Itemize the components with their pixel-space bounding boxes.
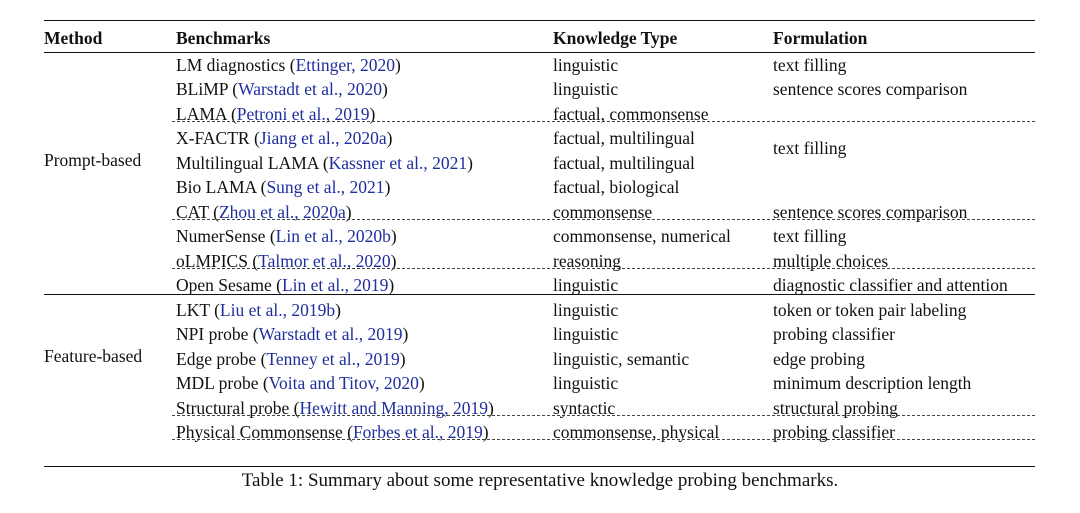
citation-link[interactable]: Sung et al., 2021 — [266, 177, 385, 197]
citation-link[interactable]: Lin et al., 2020b — [275, 226, 391, 246]
benchmark-cell — [176, 126, 392, 150]
close-paren: ) — [386, 128, 393, 148]
open-paren: ( — [248, 324, 259, 344]
citation-link[interactable]: Kassner et al., 2021 — [328, 152, 468, 173]
header-knowledge-type: Knowledge Type — [553, 28, 678, 48]
open-paren: ( — [208, 201, 219, 222]
header-formulation: Formulation — [773, 28, 868, 48]
knowledge-type-cell: factual, multilingual — [553, 152, 695, 173]
formulation-cell: probing classifier — [773, 422, 895, 442]
knowledge-type-cell: linguistic — [553, 324, 619, 344]
close-paren: ) — [467, 152, 473, 173]
row-separator — [172, 268, 1035, 269]
formulation-cell: edge probing — [773, 348, 865, 369]
benchmark-name: Structural probe — [176, 397, 290, 418]
benchmark-cell — [176, 77, 388, 101]
group-label-prompt-based: Prompt-based — [44, 150, 142, 170]
open-paren: ( — [342, 422, 353, 442]
close-paren: ) — [335, 299, 341, 320]
close-paren: ) — [369, 103, 376, 124]
citation-link[interactable]: Warstadt et al., 2020 — [238, 79, 382, 99]
benchmark-name: LM diagnostics — [176, 54, 286, 75]
formulation-cell: structural probing — [773, 397, 898, 418]
citation-link[interactable]: Talmor et al., 2020 — [258, 250, 391, 271]
row-separator — [172, 219, 1035, 220]
table-caption: Table 1: Summary about some representative knowledge probing benchmarks. — [241, 470, 839, 491]
knowledge-type-cell: linguistic, semantic — [553, 348, 690, 369]
citation-link[interactable]: Zhou et al., 2020a — [218, 201, 346, 222]
open-paren: ( — [265, 226, 276, 246]
formulation-cell: probing classifier — [773, 324, 895, 344]
close-paren: ) — [390, 250, 397, 271]
benchmark-cell — [176, 151, 473, 175]
citation-link[interactable]: Hewitt and Manning, 2019 — [299, 397, 489, 418]
benchmark-name: CAT — [176, 201, 209, 222]
close-paren: ) — [482, 422, 489, 442]
benchmark-name: Open Sesame — [176, 275, 272, 295]
knowledge-type-cell: linguistic — [553, 299, 619, 320]
row-separator — [172, 439, 1035, 440]
knowledge-type-cell: factual, multilingual — [553, 128, 695, 148]
benchmark-cell — [176, 298, 341, 322]
knowledge-type-cell: linguistic — [553, 79, 619, 99]
benchmark-cell — [176, 53, 401, 77]
close-paren: ) — [381, 79, 388, 99]
citation-link[interactable]: Petroni et al., 2019 — [236, 103, 370, 124]
formulation-cell: multiple choices — [773, 250, 889, 271]
knowledge-type-cell: linguistic — [553, 373, 619, 393]
open-paren: ( — [271, 275, 282, 295]
benchmark-name: LKT — [176, 299, 210, 320]
benchmark-name: BLiMP — [176, 79, 228, 99]
benchmark-name: oLMPICS — [176, 250, 248, 271]
knowledge-type-cell: factual, biological — [553, 177, 680, 197]
formulation-cell: text filling — [773, 226, 847, 246]
benchmark-name: LAMA — [176, 103, 227, 124]
row-separator — [172, 415, 1035, 416]
open-paren: ( — [256, 348, 267, 369]
citation-link[interactable]: Tenney et al., 2019 — [266, 348, 400, 369]
benchmark-cell — [176, 420, 489, 444]
close-paren: ) — [395, 54, 401, 75]
knowledge-type-cell: linguistic — [553, 54, 619, 75]
benchmark-name: Bio LAMA — [176, 177, 257, 197]
open-paren: ( — [226, 103, 237, 124]
top-rule — [44, 20, 1035, 21]
citation-link[interactable]: Forbes et al., 2019 — [352, 422, 483, 442]
open-paren: ( — [289, 397, 300, 418]
formulation-cell: text filling — [773, 54, 847, 75]
close-paren: ) — [390, 226, 397, 246]
group-label-feature-based: Feature-based — [44, 346, 143, 366]
benchmark-cell — [176, 371, 425, 395]
citation-link[interactable]: Warstadt et al., 2019 — [258, 324, 403, 344]
close-paren: ) — [384, 177, 391, 197]
group-rule — [44, 294, 1035, 295]
benchmark-name: NPI probe — [176, 324, 249, 344]
close-paren: ) — [488, 397, 494, 418]
knowledge-type-cell: linguistic — [553, 275, 619, 295]
open-paren: ( — [258, 373, 269, 393]
benchmark-cell — [176, 224, 397, 248]
formulation-cell: sentence scores comparison — [773, 79, 968, 99]
row-separator — [172, 121, 1035, 122]
benchmark-name: X-FACTR — [176, 128, 250, 148]
formulation-cell: sentence scores comparison — [773, 201, 968, 222]
benchmark-name: Multilingual LAMA — [176, 152, 319, 173]
formulation-cell: diagnostic classifier and attention — [773, 275, 1008, 295]
knowledge-type-cell: syntactic — [553, 397, 616, 418]
knowledge-type-cell: commonsense, numerical — [553, 226, 731, 246]
open-paren: ( — [256, 177, 267, 197]
close-paren: ) — [399, 348, 406, 369]
benchmark-name: Physical Commonsense — [176, 422, 343, 442]
open-paren: ( — [209, 299, 220, 320]
open-paren: ( — [227, 79, 239, 99]
citation-link[interactable]: Liu et al., 2019b — [219, 299, 336, 320]
bottom-rule — [44, 466, 1035, 467]
close-paren: ) — [345, 201, 352, 222]
benchmark-name: NumerSense — [176, 226, 266, 246]
benchmark-name: Edge probe — [176, 348, 257, 369]
benchmark-cell — [176, 322, 408, 346]
close-paren: ) — [388, 275, 395, 295]
knowledge-type-cell: commonsense, physical — [553, 422, 720, 442]
formulation-cell: token or token pair labeling — [773, 299, 967, 320]
merged-formulation-cell: text filling — [773, 138, 847, 158]
benchmark-cell — [176, 175, 390, 199]
close-paren: ) — [402, 324, 409, 344]
benchmark-cell — [176, 347, 406, 371]
citation-link[interactable]: Jiang et al., 2020a — [259, 128, 387, 148]
open-paren: ( — [247, 250, 259, 271]
knowledge-type-cell: commonsense — [553, 201, 653, 222]
knowledge-type-cell: factual, commonsense — [553, 103, 709, 124]
citation-link[interactable]: Voita and Titov, 2020 — [268, 373, 419, 393]
formulation-cell: minimum description length — [773, 373, 972, 393]
header-method: Method — [44, 28, 103, 48]
knowledge-type-cell: reasoning — [553, 250, 622, 271]
open-paren: ( — [249, 128, 260, 148]
citation-link[interactable]: Lin et al., 2019 — [281, 275, 389, 295]
benchmark-name: MDL probe — [176, 373, 259, 393]
close-paren: ) — [418, 373, 425, 393]
citation-link[interactable]: Ettinger, 2020 — [295, 54, 395, 75]
open-paren: ( — [318, 152, 329, 173]
header-benchmarks: Benchmarks — [176, 28, 271, 48]
open-paren: ( — [285, 54, 296, 75]
